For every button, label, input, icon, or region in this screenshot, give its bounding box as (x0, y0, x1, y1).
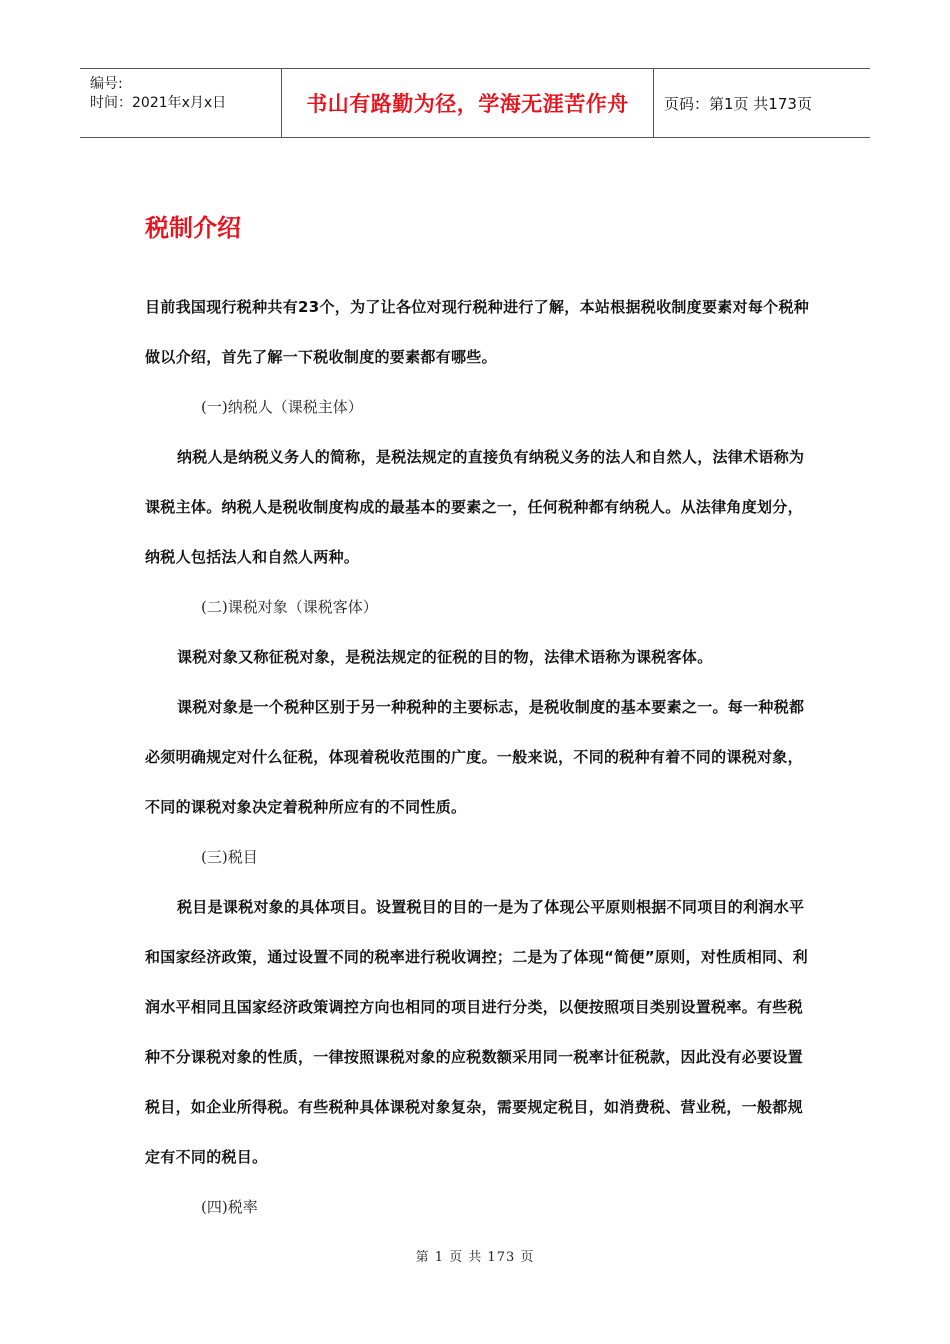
document-time-label: 时间：2021年x月x日 (90, 95, 227, 111)
section-heading-tax-rate: (四)税率 (201, 1198, 258, 1216)
section-heading-tax-object: (二)课税对象（课税客体） (201, 598, 378, 616)
header-page-info: 页码：第1页 共173页 (664, 94, 812, 113)
document-number-label: 编号: (90, 76, 123, 92)
document-body (145, 208, 810, 1232)
paragraph-tax-object-detail: 课税对象是一个税种区别于另一种税种的主要标志，是税收制度的基本要素之一。每一种税都必须明确规定对什么征税，体现着税收范围的广度。一般来说，不同的税种有着不同的课税对象，不同的课税对象决定着税种所应有的不同性质。 (145, 698, 805, 816)
document-title: 税制介绍 (145, 214, 241, 242)
header-meta (80, 69, 282, 137)
header-motto: 书山有路勤为径，学海无涯苦作舟 (282, 69, 654, 137)
section-heading-tax-item: (三)税目 (201, 848, 258, 866)
paragraph-taxpayer: 纳税人是纳税义务人的简称，是税法规定的直接负有纳税义务的法人和自然人，法律术语称为课税主体。纳税人是税收制度构成的最基本的要素之一，任何税种都有纳税人。从法律角度划分，纳税人包括法人和自然人两种。 (145, 448, 805, 566)
page-footer: 第 1 页 共 173 页 (415, 1250, 535, 1265)
intro-paragraph: 目前我国现行税种共有23个，为了让各位对现行税种进行了解，本站根据税收制度要素对每个税种做以介绍，首先了解一下税收制度的要素都有哪些。 (145, 298, 810, 366)
section-heading-taxpayer: (一)纳税人（课税主体） (201, 398, 363, 416)
page-header (80, 68, 870, 138)
paragraph-tax-item: 税目是课税对象的具体项目。设置税目的目的一是为了体现公平原则根据不同项目的利润水平和国家经济政策，通过设置不同的税率进行税收调控；二是为了体现“简便”原则，对性质相同、利润水平相同且国家经济政策调控方向也相同的项目进行分类，以便按照项目类别设置税率。有些税种不分课税对象的性质，一律按照课税对象的应税数额采用同一税率计征税款，因此没有必要设置税目，如企业所得税。有些税种具体课税对象复杂，需要规定税目，如消费税、营业税，一般都规定有不同的税目。 (145, 898, 808, 1166)
paragraph-tax-object-definition: 课税对象又称征税对象，是税法规定的征税的目的物，法律术语称为课税客体。 (177, 648, 713, 666)
